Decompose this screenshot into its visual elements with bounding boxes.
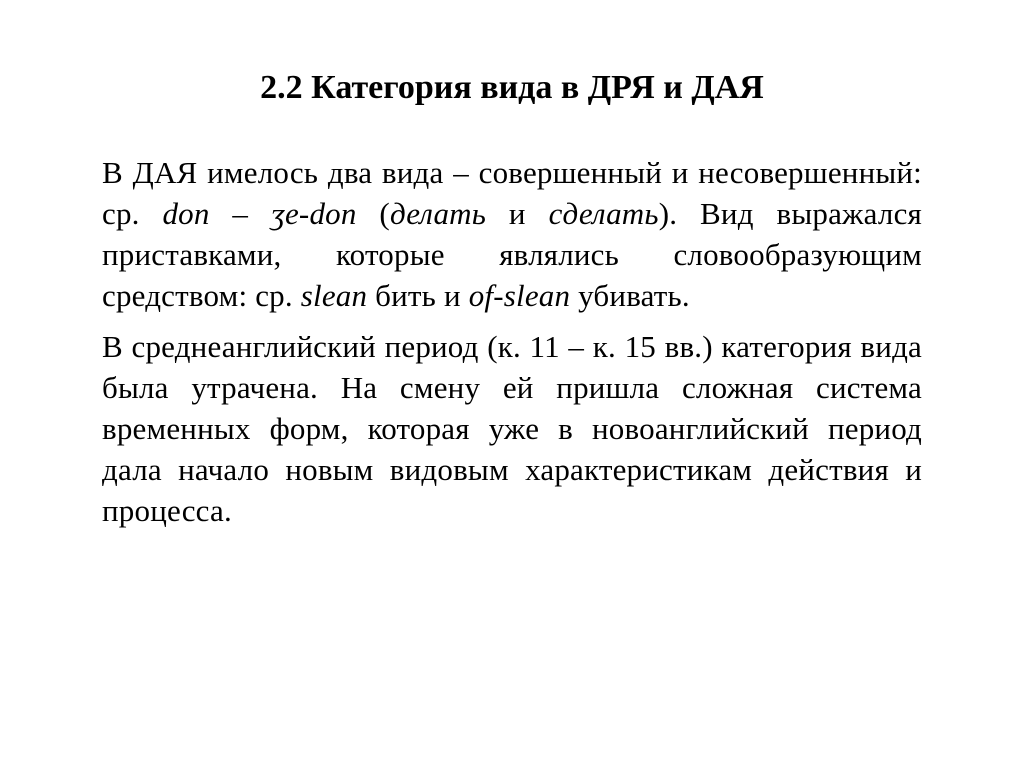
- paragraph-1-text-6: бить и: [367, 278, 469, 313]
- paragraph-1: [102, 152, 922, 316]
- paragraph-1-text-1: В ДАЯ имелось два вида – совершенный и несовершенный: ср.: [102, 155, 922, 231]
- paragraph-2: В среднеанглийский период (к. 11 – к. 15 вв.) категория вида была утрачена. На смену ей пришла сложная система временных форм, которая уже в новоанглийский период дала начало новым видовым характеристикам действия и процесса.: [102, 329, 922, 528]
- slide-body: [102, 152, 922, 541]
- slide-title: 2.2 Категория вида в ДРЯ и ДАЯ: [260, 69, 764, 106]
- term-don: don: [162, 196, 210, 231]
- paragraph-1-text-4: и: [486, 196, 549, 231]
- paragraph-1-text-5: ). Вид выражался приставками, которые являлись словообразующим средством: ср.: [102, 196, 922, 313]
- term-delat: делать: [389, 196, 487, 231]
- paragraph-1-text-7: убивать.: [570, 278, 690, 313]
- term-of-slean: of-slean: [468, 278, 571, 313]
- term-ze-don: ʒe-don: [271, 196, 357, 231]
- paragraph-1-text-3: (: [356, 196, 390, 231]
- term-slean: slean: [300, 278, 368, 313]
- term-sdelat: сделать: [548, 196, 659, 231]
- paragraph-1-text-2: –: [209, 196, 271, 231]
